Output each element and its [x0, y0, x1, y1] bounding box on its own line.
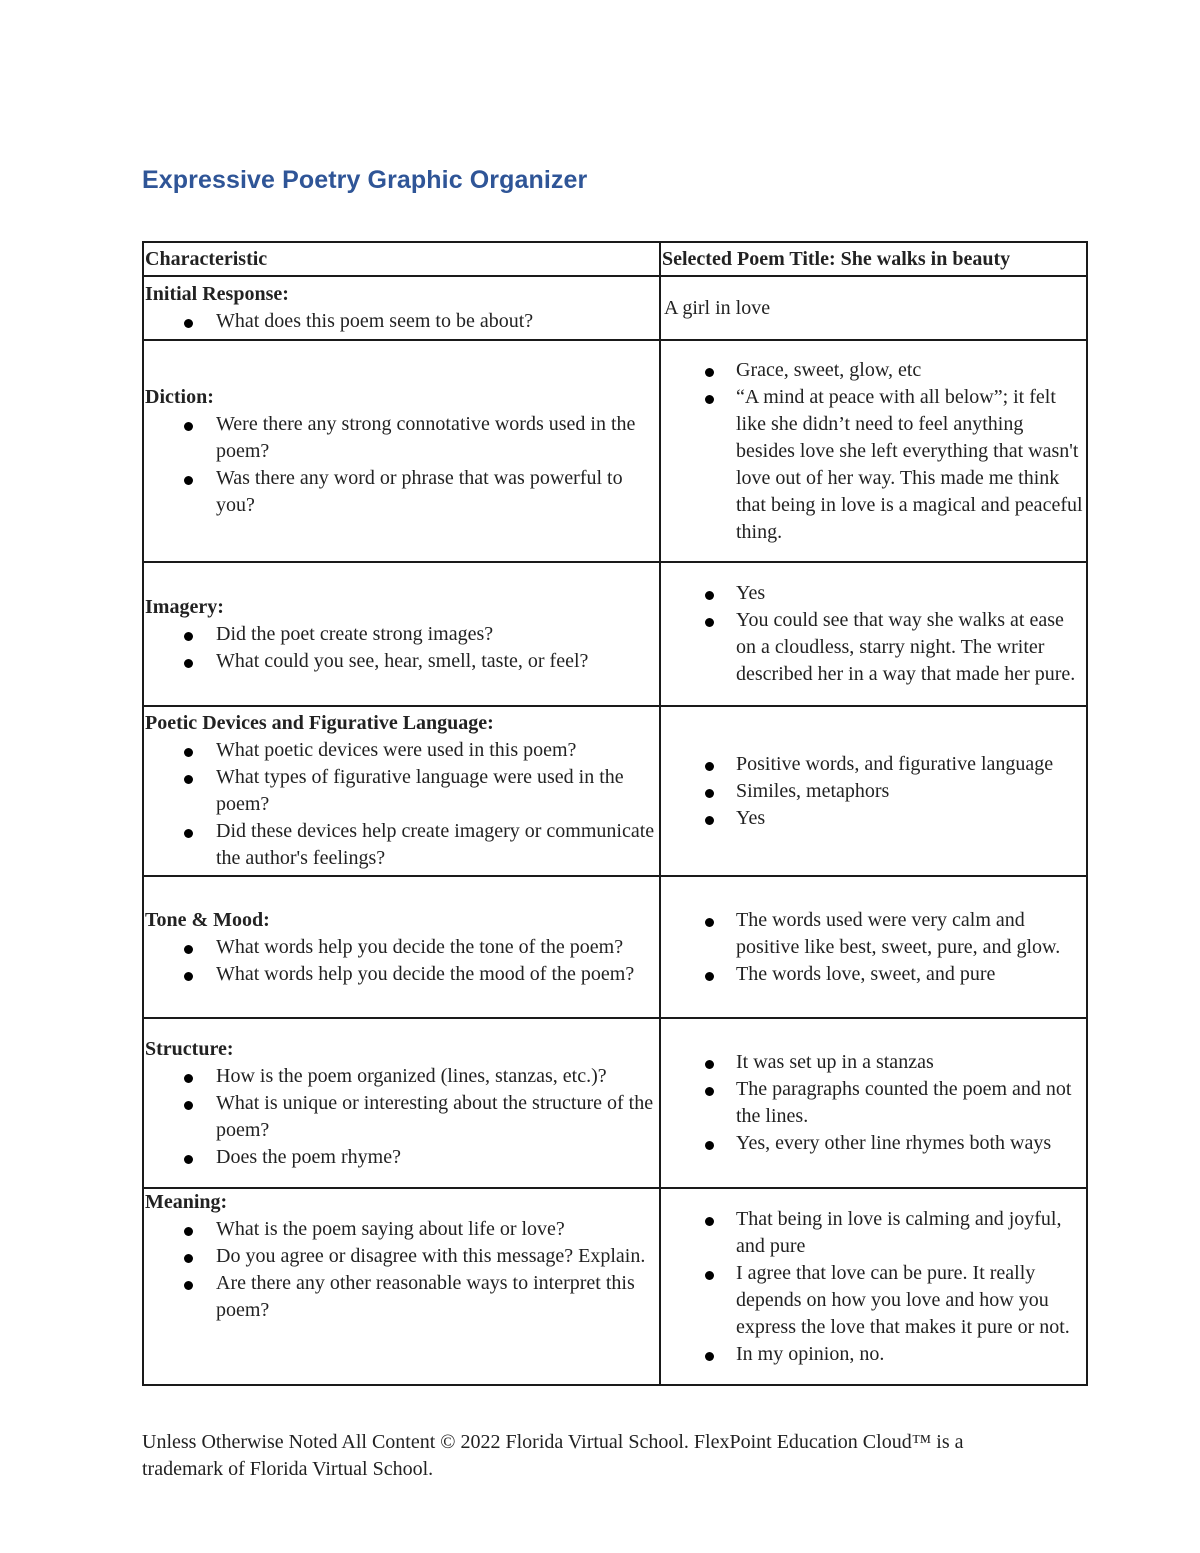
answer-list: [662, 1206, 1084, 1368]
table-row-structure: [143, 1018, 1087, 1188]
answer-cell: [660, 562, 1087, 706]
answer-item: It was set up in a stanzas: [736, 1049, 1084, 1076]
table-row-tone-mood: [143, 876, 1087, 1018]
characteristic-label: Diction:: [145, 385, 214, 408]
answer-text: A girl in love: [664, 296, 771, 319]
question-list: [145, 308, 657, 335]
characteristic-label: Meaning:: [145, 1191, 228, 1213]
answer-item: Yes: [736, 805, 1084, 832]
answer-list: [662, 357, 1084, 546]
question-item: What does this poem seem to be about?: [216, 308, 657, 335]
copyright-footer: Unless Otherwise Noted All Content © 2022 Florida Virtual School. FlexPoint Education Cloud™ is a trademark of Florida Virtual School.: [142, 1431, 964, 1480]
characteristic-label: Structure:: [145, 1037, 234, 1060]
answer-item: That being in love is calming and joyful, and pure: [736, 1206, 1084, 1260]
table-row-poetic-devices: [143, 706, 1087, 876]
answer-item: You could see that way she walks at ease on a cloudless, starry night. The writer described her in a way that made her pure.: [736, 607, 1084, 688]
answer-list: [662, 751, 1084, 832]
answer-item: Positive words, and figurative language: [736, 751, 1084, 778]
answer-item: The words love, sweet, and pure: [736, 961, 1084, 988]
question-item: What poetic devices were used in this poem?: [216, 737, 657, 764]
question-item: How is the poem organized (lines, stanzas, etc.)?: [216, 1063, 657, 1090]
question-list: [145, 1063, 657, 1171]
answer-cell: [660, 1018, 1087, 1188]
question-item: Were there any strong connotative words used in the poem?: [216, 411, 657, 465]
question-item: What words help you decide the tone of the poem?: [216, 934, 657, 961]
question-list: [145, 411, 657, 519]
table-row-initial-response: [143, 276, 1087, 340]
answer-cell: [660, 1188, 1087, 1385]
question-item: Does the poem rhyme?: [216, 1144, 657, 1171]
page-title: Expressive Poetry Graphic Organizer: [142, 166, 588, 194]
characteristic-cell: [143, 562, 660, 706]
answer-cell: [660, 276, 1087, 340]
answer-item: In my opinion, no.: [736, 1341, 1084, 1368]
graphic-organizer-table: [142, 241, 1088, 1386]
question-item: What types of figurative language were used in the poem?: [216, 764, 657, 818]
characteristic-label: Poetic Devices and Figurative Language:: [145, 712, 494, 734]
question-list: [145, 1216, 657, 1324]
question-item: Do you agree or disagree with this message? Explain.: [216, 1243, 657, 1270]
answer-item: The words used were very calm and positive like best, sweet, pure, and glow.: [736, 907, 1084, 961]
question-item: Did these devices help create imagery or communicate the author's feelings?: [216, 818, 657, 872]
question-item: Are there any other reasonable ways to interpret this poem?: [216, 1270, 657, 1324]
characteristic-cell: [143, 706, 660, 876]
characteristic-cell: [143, 1018, 660, 1188]
header-characteristic: Characteristic: [143, 242, 660, 276]
characteristic-label: Imagery:: [145, 595, 224, 618]
answer-item: Yes: [736, 580, 1084, 607]
answer-list: [662, 580, 1084, 688]
characteristic-cell: [143, 1188, 660, 1385]
characteristic-cell: [143, 340, 660, 562]
answer-cell: [660, 876, 1087, 1018]
answer-item: The paragraphs counted the poem and not the lines.: [736, 1076, 1084, 1130]
question-item: What could you see, hear, smell, taste, or feel?: [216, 648, 657, 675]
answer-item: “A mind at peace with all below”; it felt like she didn’t need to feel anything besides love she left everything that wasn't love out of her way. This made me think that being in love is a magical and peaceful thing.: [736, 384, 1084, 546]
question-list: [145, 621, 657, 675]
characteristic-cell: [143, 276, 660, 340]
answer-cell: [660, 706, 1087, 876]
answer-item: Similes, metaphors: [736, 778, 1084, 805]
question-item: What is unique or interesting about the structure of the poem?: [216, 1090, 657, 1144]
table-header-row: [143, 242, 1087, 276]
answer-item: Grace, sweet, glow, etc: [736, 357, 1084, 384]
answer-list: [662, 907, 1084, 988]
question-list: [145, 737, 657, 872]
table-row-diction: [143, 340, 1087, 562]
question-item: Was there any word or phrase that was powerful to you?: [216, 465, 657, 519]
question-item: Did the poet create strong images?: [216, 621, 657, 648]
table-row-meaning: [143, 1188, 1087, 1385]
question-item: What words help you decide the mood of the poem?: [216, 961, 657, 988]
table-row-imagery: [143, 562, 1087, 706]
characteristic-label: Initial Response:: [145, 283, 289, 305]
characteristic-cell: [143, 876, 660, 1018]
answer-item: I agree that love can be pure. It really depends on how you love and how you express the love that makes it pure or not.: [736, 1260, 1084, 1341]
answer-item: Yes, every other line rhymes both ways: [736, 1130, 1084, 1157]
question-list: [145, 934, 657, 988]
question-item: What is the poem saying about life or love?: [216, 1216, 657, 1243]
answer-cell: [660, 340, 1087, 562]
header-poem-title: Selected Poem Title: She walks in beauty: [660, 242, 1087, 276]
answer-list: [662, 1049, 1084, 1157]
characteristic-label: Tone & Mood:: [145, 908, 270, 931]
